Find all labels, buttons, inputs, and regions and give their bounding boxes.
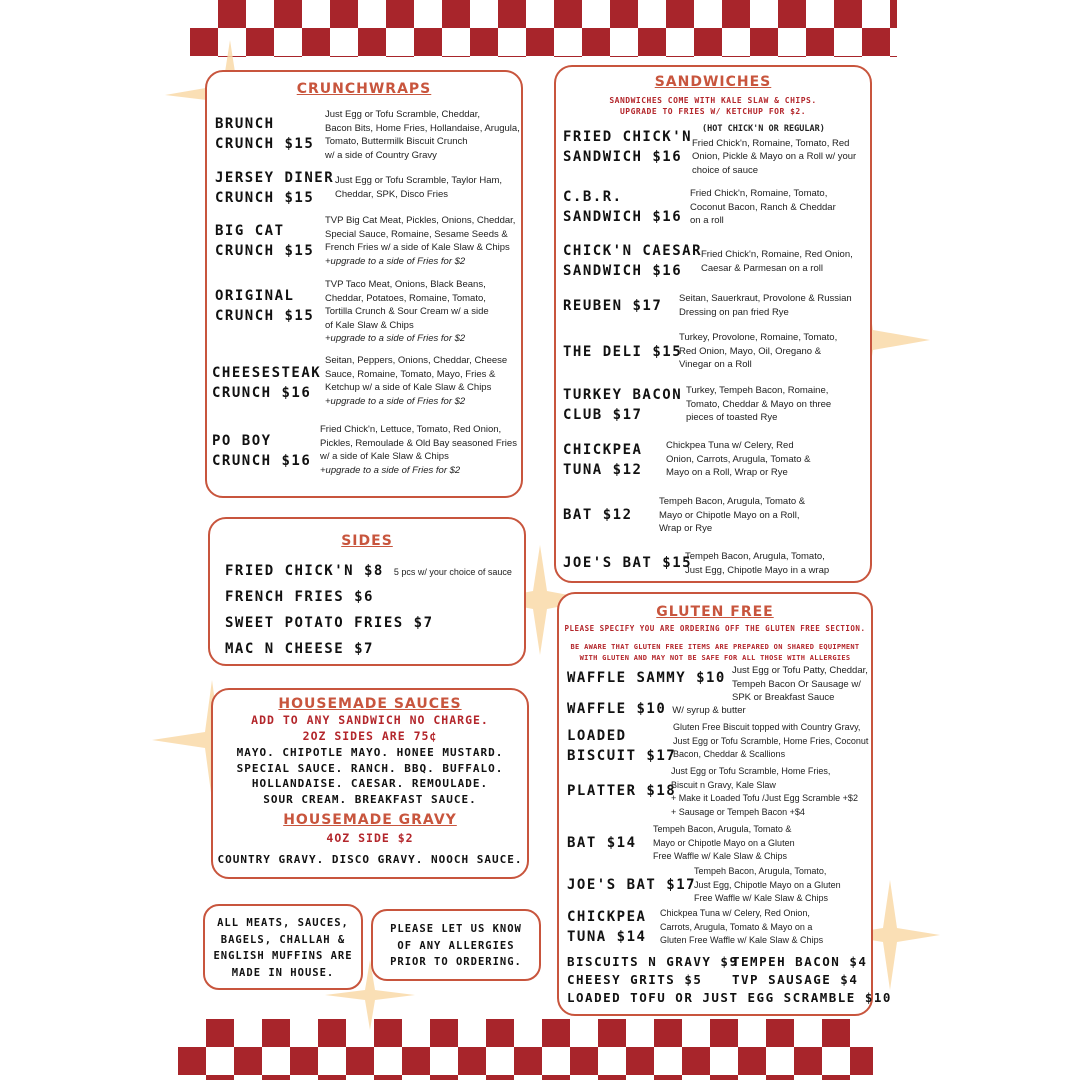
- gluten-free-section: [557, 592, 892, 1016]
- item-name: JOE'S BAT $17: [567, 877, 697, 893]
- item-description: W/ syrup & butter: [672, 705, 746, 716]
- item-name: CHICKPEA TUNA $14: [567, 909, 647, 945]
- gluten-free-specify: PLEASE SPECIFY YOU ARE ORDERING OFF THE GLUTEN FREE SECTION.: [564, 624, 866, 633]
- item-name: WAFFLE $10 W/ syrup & butter: [567, 701, 746, 717]
- item-name: JERSEY DINER CRUNCH $15: [215, 170, 335, 206]
- allergy-text: PLEASE LET US KNOW OF ANY ALLERGIES PRIOR TO ORDERING.: [390, 923, 522, 968]
- item-description: Just Egg or Tofu Scramble, Home Fries, Biscuit n Gravy, Kale Slaw + Make it Loaded Tofu /Just Egg Scramble +$2 + Sausage or Tempeh Bacon +$4: [671, 766, 858, 817]
- item-name: ORIGINAL CRUNCH $15: [215, 288, 315, 324]
- item-description: Chickpea Tuna w/ Celery, Red Onion, Carrots, Arugula, Tomato & Mayo on a Roll, Wrap or Rye: [666, 440, 811, 478]
- house-made-text: ALL MEATS, SAUCES, BAGELS, CHALLAH & ENGLISH MUFFINS ARE MADE IN HOUSE.: [213, 917, 353, 979]
- crunchwraps-section: [205, 70, 523, 498]
- item-description: Turkey, Tempeh Bacon, Romaine, Tomato, Cheddar & Mayo on three pieces of toasted Rye: [686, 385, 832, 423]
- item-name: TURKEY BACON CLUB $17: [563, 387, 683, 423]
- item-name: BIG CAT CRUNCH $15: [215, 223, 315, 259]
- item-description: Tempeh Bacon, Arugula, Tomato, Just Egg, Chipotle Mayo in a wrap: [685, 551, 830, 576]
- item-description: Seitan, Peppers, Onions, Cheddar, Cheese Sauce, Romaine, Tomato, Mayo, Fries & Ketchup w/ a side of Kale Slaw & Chips +upgrade to a side of Fries for $2: [325, 355, 508, 407]
- item-name: PLATTER $18: [567, 783, 677, 799]
- item-description: Gluten Free Biscuit topped with Country Gravy, Just Egg or Tofu Scramble, Home Fries, Coconut Bacon, Cheddar & Scallions: [673, 722, 869, 759]
- sandwiches-title: SANDWICHES: [654, 74, 772, 90]
- item-name: FRIED CHICK'N SANDWICH $16: [563, 129, 693, 165]
- item-description: Seitan, Sauerkraut, Provolone & Russian Dressing on pan fried Rye: [679, 293, 852, 318]
- sauces-title: HOUSEMADE SAUCES: [278, 696, 462, 712]
- bottom-checker-band: [178, 1019, 873, 1080]
- item-description: Fried Chick'n, Lettuce, Tomato, Red Onion, Pickles, Remoulade & Old Bay seasoned Fries w/ a side of Kale Slaw & Chips +upgrade to a side of Fries for $2: [320, 424, 517, 476]
- item-name: BAT $12: [563, 507, 633, 523]
- gluten-free-warning: BE AWARE THAT GLUTEN FREE ITEMS ARE PREPARED ON SHARED EQUIPMENT WITH GLUTEN AND MAY NOT BE SAFE FOR ALL THOSE WITH ALLERGIES: [570, 643, 860, 662]
- sauces-section: [211, 688, 529, 879]
- side-item: FRIED CHICK'N $8 5 pcs w/ your choice of sauce: [225, 563, 512, 579]
- item-name: CHEESESTEAK CRUNCH $16: [212, 365, 322, 401]
- sauces-list: MAYO. CHIPOTLE MAYO. HONEE MUSTARD. SPECIAL SAUCE. RANCH. BBQ. BUFFALO. HOLLANDAISE. CAESAR. REMOULADE. SOUR CREAM. BREAKFAST SAUCE.: [236, 746, 504, 806]
- sauces-side-price: 2OZ SIDES ARE 75¢: [302, 729, 438, 743]
- item-name: THE DELI $15: [563, 344, 683, 360]
- sides-section: [208, 517, 526, 666]
- item-name: C.B.R. SANDWICH $16: [563, 189, 683, 225]
- side-item-note: 5 pcs w/ your choice of sauce: [393, 567, 512, 577]
- item-name: CHICK'N CAESAR SANDWICH $16: [563, 243, 703, 279]
- side-item: SWEET POTATO FRIES $7: [225, 615, 434, 631]
- item-description: Fried Chick'n, Romaine, Red Onion, Caesar & Parmesan on a roll: [701, 249, 853, 274]
- extras-row-1: BISCUITS N GRAVY $9: [567, 954, 739, 969]
- item-name: PO BOY CRUNCH $16: [212, 433, 312, 469]
- item-name: LOADED BISCUIT $17: [567, 728, 677, 764]
- extras-row-2: CHEESY GRITS $5: [567, 972, 703, 987]
- sandwiches-subtitle: SANDWICHES COME WITH KALE SLAW & CHIPS. UPGRADE TO FRIES W/ KETCHUP FOR $2.: [609, 96, 817, 116]
- item-description: Just Egg or Tofu Scramble, Taylor Ham, Cheddar, SPK, Disco Fries: [335, 175, 503, 200]
- item-description: Chickpea Tuna w/ Celery, Red Onion, Carrots, Arugula, Tomato & Mayo on a Gluten Free Waffle w/ Kale Slaw & Chips: [660, 908, 824, 945]
- item-description: TVP Taco Meat, Onions, Black Beans, Cheddar, Potatoes, Romaine, Tomato, Tortilla Crunch & Sour Cream w/ a side of Kale Slaw & Chips +upgrade to a side of Fries for $2: [325, 279, 489, 344]
- sides-title: SIDES: [341, 533, 393, 549]
- item-description: TVP Big Cat Meat, Pickles, Onions, Cheddar, Special Sauce, Romaine, Sesame Seeds & French Fries w/ a side of Kale Slaw & Chips +upgrade to a side of Fries for $2: [325, 215, 516, 267]
- gravy-price: 4OZ SIDE $2: [326, 831, 414, 845]
- item-name: BRUNCH CRUNCH $15: [215, 116, 315, 152]
- gravy-list: COUNTRY GRAVY. DISCO GRAVY. NOOCH SAUCE.: [217, 853, 523, 866]
- item-description: Tempeh Bacon, Arugula, Tomato & Mayo or Chipotle Mayo on a Gluten Free Waffle w/ Kale Slaw & Chips: [653, 824, 795, 861]
- item-description: (HOT CHICK'N OR REGULAR) Fried Chick'n, Romaine, Tomato, Red Onion, Pickle & Mayo on a Roll w/ your choice of sauce: [692, 124, 857, 176]
- side-item: FRENCH FRIES $6: [225, 589, 374, 605]
- sauces-no-charge: ADD TO ANY SANDWICH NO CHARGE.: [251, 713, 489, 727]
- top-checker-band: [190, 0, 897, 57]
- item-name: CHICKPEA TUNA $12: [563, 442, 643, 478]
- item-description: Just Egg or Tofu Scramble, Cheddar, Bacon Bits, Home Fries, Hollandaise, Arugula, Tomato, Buttermilk Biscuit Crunch w/ a side of Country Gravy: [325, 109, 520, 161]
- extras-row-3: LOADED TOFU OR JUST EGG SCRAMBLE $10: [567, 990, 892, 1005]
- item-description: Just Egg or Tofu Patty, Cheddar, Tempeh Bacon Or Sausage w/ SPK or Breakfast Sauce: [732, 665, 868, 703]
- house-made-note: [203, 904, 363, 990]
- item-description: Turkey, Provolone, Romaine, Tomato, Red Onion, Mayo, Oil, Oregano & Vinegar on a Roll: [679, 332, 838, 370]
- crunchwraps-title: CRUNCHWRAPS: [296, 81, 432, 97]
- item-name: BAT $14: [567, 835, 637, 851]
- item-name: REUBEN $17: [563, 298, 663, 314]
- allergy-note: [371, 909, 541, 981]
- item-description: Tempeh Bacon, Arugula, Tomato, Just Egg, Chipotle Mayo on a Gluten Free Waffle w/ Kale Slaw & Chips: [694, 866, 841, 903]
- item-name: JOE'S BAT $15: [563, 555, 693, 571]
- side-item: MAC N CHEESE $7: [225, 641, 374, 657]
- gluten-free-title: GLUTEN FREE: [656, 604, 774, 620]
- gravy-title: HOUSEMADE GRAVY: [283, 812, 457, 828]
- extras-row-1b: TEMPEH BACON $4: [732, 954, 868, 969]
- item-description: Fried Chick'n, Romaine, Tomato, Coconut Bacon, Ranch & Cheddar on a roll: [690, 188, 836, 226]
- item-description: Tempeh Bacon, Arugula, Tomato & Mayo or Chipotle Mayo on a Roll, Wrap or Rye: [659, 496, 806, 534]
- extras-row-2b: TVP SAUSAGE $4: [732, 972, 859, 987]
- item-name: WAFFLE SAMMY $10: [567, 670, 726, 686]
- sandwiches-section: [554, 65, 872, 583]
